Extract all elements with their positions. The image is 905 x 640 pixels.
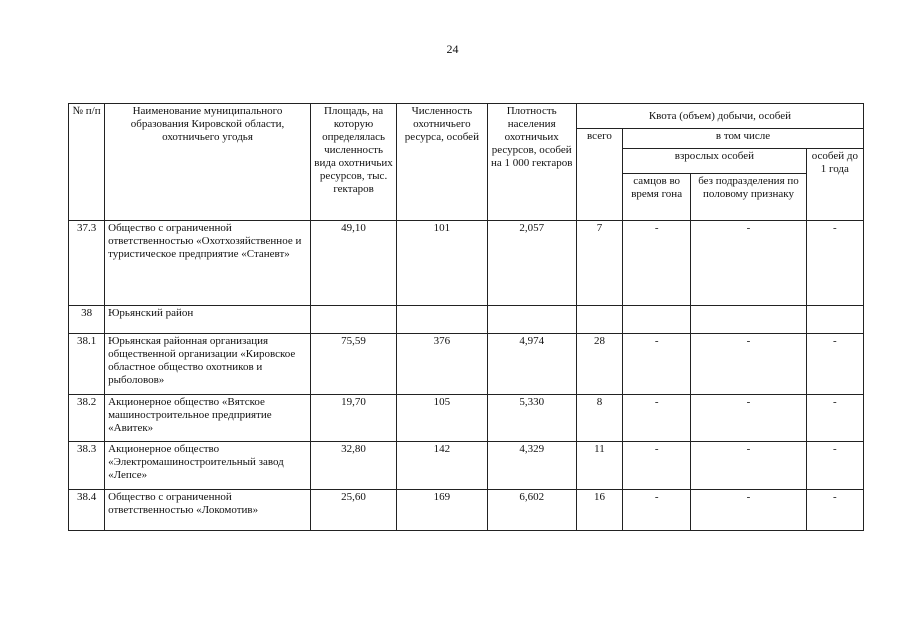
header-no-sex-division: без подразделения по половому признаку (691, 174, 806, 221)
header-name: Наименование муниципального образования Кировской области, охотничьего угодья (105, 104, 311, 221)
row-no-sex-division: - (691, 395, 806, 442)
row-num: 38 (69, 306, 105, 334)
row-count: 169 (397, 490, 487, 531)
row-total: 7 (576, 221, 622, 306)
header-area: Площадь, на которую определялась численность вида охотничьих ресурсов, тыс. гектаров (310, 104, 396, 221)
row-total: 16 (576, 490, 622, 531)
table-row (69, 334, 864, 395)
header-count: Численность охотничьего ресурса, особей (397, 104, 487, 221)
row-num: 38.2 (69, 395, 105, 442)
row-juveniles: - (806, 490, 863, 531)
row-density: 4,329 (487, 442, 576, 490)
row-area: 75,59 (310, 334, 396, 395)
table-row (69, 490, 864, 531)
header-density: Плотность населения охотничьих ресурсов, особей на 1 000 гектаров (487, 104, 576, 221)
row-name: Акционерное общество «Электромашиностроительный завод «Лепсе» (105, 442, 311, 490)
row-name: Акционерное общество «Вятское машиностроительное предприятие «Авитек» (105, 395, 311, 442)
header-males-rut: самцов во время гона (623, 174, 691, 221)
row-count: 101 (397, 221, 487, 306)
row-density: 4,974 (487, 334, 576, 395)
header-including: в том числе (623, 129, 864, 149)
row-no-sex-division: - (691, 221, 806, 306)
row-males-rut: - (623, 490, 691, 531)
row-juveniles: - (806, 334, 863, 395)
row-no-sex-division: - (691, 490, 806, 531)
header-adults: взрослых особей (623, 149, 807, 174)
row-count: 105 (397, 395, 487, 442)
row-name: Юрьянский район (105, 306, 311, 334)
quota-table (68, 103, 864, 531)
row-num: 38.1 (69, 334, 105, 395)
row-count: 142 (397, 442, 487, 490)
row-males-rut: - (623, 334, 691, 395)
row-juveniles: - (806, 221, 863, 306)
row-density: 5,330 (487, 395, 576, 442)
row-area: 32,80 (310, 442, 396, 490)
table-row (69, 442, 864, 490)
row-juveniles (806, 306, 863, 334)
header-total: всего (576, 129, 622, 221)
row-name: Общество с ограниченной ответственностью «Локомотив» (105, 490, 311, 531)
row-juveniles: - (806, 442, 863, 490)
row-no-sex-division (691, 306, 806, 334)
row-males-rut (623, 306, 691, 334)
row-total: 8 (576, 395, 622, 442)
table-row (69, 395, 864, 442)
row-area: 25,60 (310, 490, 396, 531)
row-area (310, 306, 396, 334)
page-number: 24 (446, 42, 459, 56)
row-juveniles: - (806, 395, 863, 442)
row-no-sex-division: - (691, 334, 806, 395)
row-density (487, 306, 576, 334)
row-count (397, 306, 487, 334)
table-row (69, 221, 864, 306)
row-num: 37.3 (69, 221, 105, 306)
row-density: 6,602 (487, 490, 576, 531)
row-total (576, 306, 622, 334)
row-males-rut: - (623, 221, 691, 306)
row-area: 19,70 (310, 395, 396, 442)
row-name: Общество с ограниченной ответственностью «Охотхозяйственное и туристическое предприятие «Станевт» (105, 221, 311, 306)
header-num: № п/п (69, 104, 105, 221)
row-count: 376 (397, 334, 487, 395)
row-name: Юрьянская районная организация общественной организации «Кировское областное общество охотников и рыболовов» (105, 334, 311, 395)
row-no-sex-division: - (691, 442, 806, 490)
row-num: 38.4 (69, 490, 105, 531)
header-juveniles: особей до 1 года (806, 149, 863, 221)
header-quota: Квота (объем) добычи, особей (576, 104, 863, 129)
row-total: 11 (576, 442, 622, 490)
row-total: 28 (576, 334, 622, 395)
table-row (69, 306, 864, 334)
row-area: 49,10 (310, 221, 396, 306)
row-density: 2,057 (487, 221, 576, 306)
row-males-rut: - (623, 395, 691, 442)
row-males-rut: - (623, 442, 691, 490)
row-num: 38.3 (69, 442, 105, 490)
